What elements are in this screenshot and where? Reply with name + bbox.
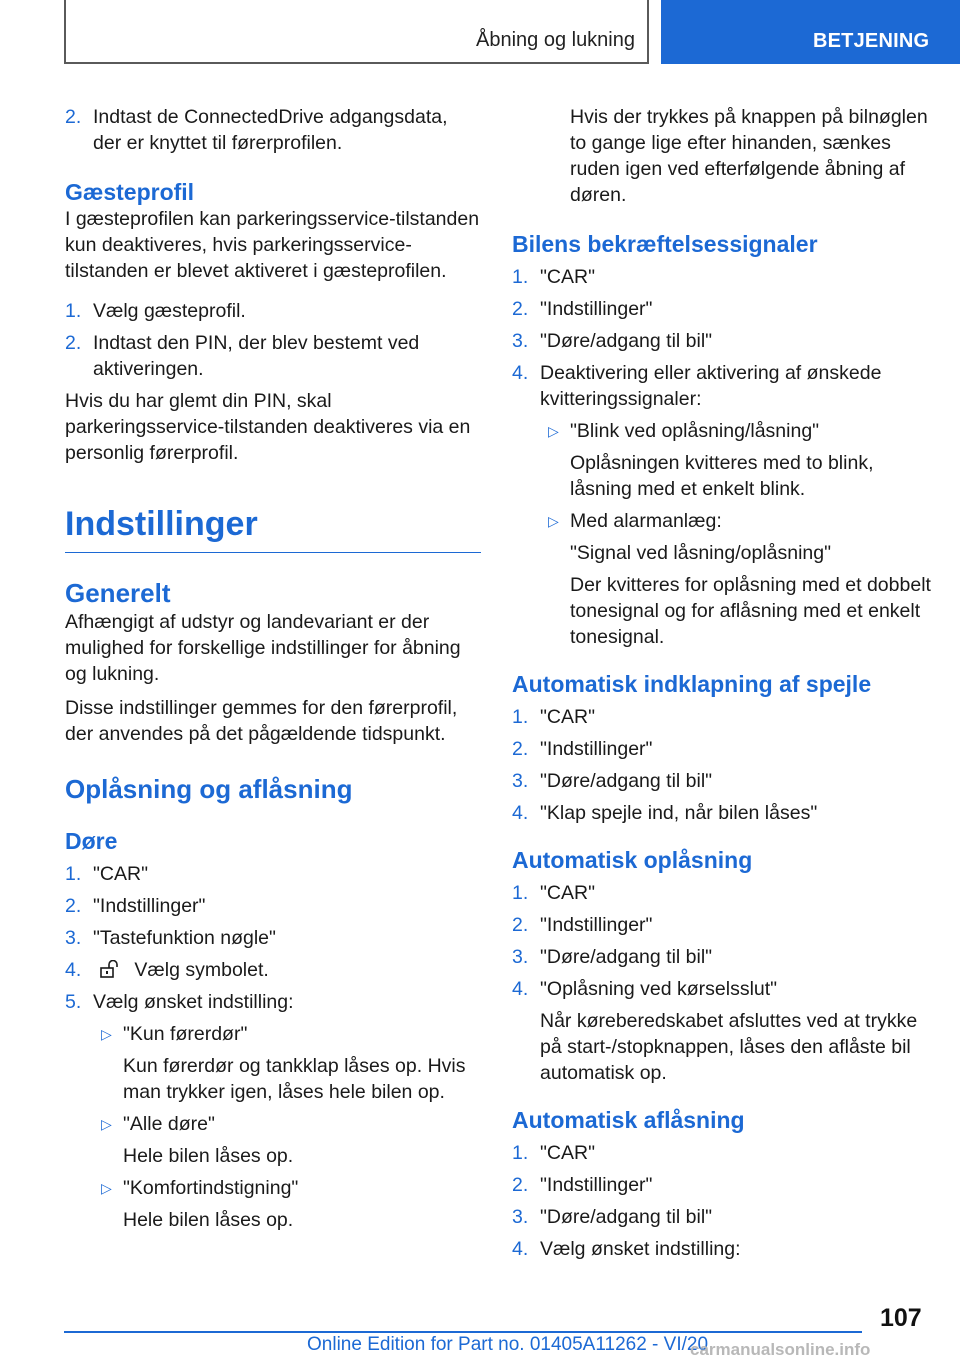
list-text: "Tastefunktion nøgle" <box>93 927 276 949</box>
list-item <box>512 768 932 794</box>
option-item <box>540 418 932 502</box>
list-number: 1. <box>512 706 529 728</box>
list-text: "Døre/adgang til bil" <box>540 330 713 352</box>
mirror-heading: Automatisk indklapning af spejle <box>512 671 872 697</box>
list-number: 1. <box>512 266 529 288</box>
list-number: 2. <box>65 332 82 354</box>
list-item <box>512 296 932 322</box>
list-number: 1. <box>512 1142 529 1164</box>
list-number: 3. <box>512 770 529 792</box>
header-chapter-tab <box>661 0 960 64</box>
list-text: "CAR" <box>93 863 149 885</box>
list-text: Vælg ønsket indstilling: <box>540 1238 741 1260</box>
settings-heading: Indstillinger <box>65 504 481 553</box>
list-item <box>512 1204 932 1230</box>
option-title: Med alarmanlæg: <box>570 510 722 532</box>
watermark: carmanualsonline.info <box>690 1340 871 1359</box>
list-number: 3. <box>512 1206 529 1228</box>
list-text: "CAR" <box>540 266 596 288</box>
list-item <box>65 298 481 324</box>
list-number: 4. <box>512 978 529 1000</box>
list-item <box>512 880 932 906</box>
general-paragraph-1: Afhængigt af udstyr og landevariant er der mulighed for forskellige indstillinger for åbning og lukning. <box>65 611 461 685</box>
list-text: Vælg gæsteprofil. <box>93 300 246 322</box>
doors-list <box>65 861 481 1233</box>
list-number: 2. <box>512 1174 529 1196</box>
list-item <box>512 360 932 650</box>
header-chapter-label: BETJENING <box>813 30 930 52</box>
list-item <box>512 264 932 290</box>
list-item <box>512 1140 932 1166</box>
header-section-title: Åbning og lukning <box>475 29 635 51</box>
footer-divider <box>64 1331 862 1333</box>
option-title: "Komfortindstigning" <box>123 1177 299 1199</box>
list-number: 3. <box>512 946 529 968</box>
list-item <box>512 1172 932 1198</box>
list-text: Deaktivering eller aktivering af ønskede kvitteringssignaler: <box>540 362 882 410</box>
list-item <box>512 736 932 762</box>
list-item <box>65 104 481 156</box>
option-desc: Hele bilen låses op. <box>123 1209 294 1231</box>
list-text: Indtast den PIN, der blev bestemt ved aktiveringen. <box>93 332 420 380</box>
right-column <box>512 104 932 1268</box>
list-number: 3. <box>65 927 82 949</box>
list-item <box>65 925 481 951</box>
guest-profile-list <box>65 298 481 382</box>
option-title: "Kun førerdør" <box>123 1023 248 1045</box>
guest-profile-note: Hvis du har glemt din PIN, skal parkeringsservice-tilstanden deaktiveres via en personlig førerprofil. <box>65 390 471 464</box>
list-text: "Døre/adgang til bil" <box>540 1206 713 1228</box>
general-heading: Generelt <box>65 578 171 608</box>
list-text: "Indstillinger" <box>93 895 206 917</box>
option-desc: "Signal ved låsning/oplåsning" <box>570 542 832 564</box>
option-desc: Hele bilen låses op. <box>123 1145 294 1167</box>
list-number: 4. <box>512 802 529 824</box>
triangle-bullet-icon: ▷ <box>101 1180 112 1196</box>
left-column <box>65 104 481 1239</box>
list-number: 2. <box>512 738 529 760</box>
doors-options <box>93 1021 481 1233</box>
triangle-bullet-icon: ▷ <box>101 1026 112 1042</box>
list-number: 1. <box>512 882 529 904</box>
triangle-bullet-icon: ▷ <box>101 1116 112 1132</box>
auto-unlock-list <box>512 880 932 1086</box>
list-text: "CAR" <box>540 1142 596 1164</box>
list-text: "Døre/adgang til bil" <box>540 770 713 792</box>
list-text: "CAR" <box>540 706 596 728</box>
confirm-signals-heading: Bilens bekræftelsessignaler <box>512 231 818 257</box>
confirm-signals-list <box>512 264 932 650</box>
guest-profile-heading: Gæsteprofil <box>65 179 195 205</box>
triangle-bullet-icon: ▷ <box>548 513 559 529</box>
list-text: "Døre/adgang til bil" <box>540 946 713 968</box>
option-title: "Blink ved oplåsning/låsning" <box>570 420 820 442</box>
list-item <box>65 330 481 382</box>
auto-lock-heading: Automatisk aflåsning <box>512 1107 745 1133</box>
list-number: 4. <box>65 959 82 981</box>
confirm-options <box>540 418 932 650</box>
list-item <box>512 328 932 354</box>
list-number: 4. <box>512 1238 529 1260</box>
auto-unlock-heading: Automatisk oplåsning <box>512 847 753 873</box>
continued-paragraph: Hvis der trykkes på knappen på bilnøglen to gange lige efter hinanden, sænkes ruden igen ved efterfølgende åbning af døren. <box>570 106 928 206</box>
intro-list <box>65 104 481 156</box>
list-item <box>65 861 481 887</box>
list-text: "CAR" <box>540 882 596 904</box>
list-item <box>512 704 932 730</box>
list-text: Vælg symbolet. <box>134 959 269 981</box>
list-text: Indtast de ConnectedDrive adgangsdata, der er knyttet til førerprofilen. <box>93 106 448 154</box>
header-section-box <box>64 0 649 64</box>
list-number: 2. <box>65 895 82 917</box>
list-item <box>65 989 481 1233</box>
option-title: "Alle døre" <box>123 1113 215 1135</box>
list-number: 2. <box>65 106 82 128</box>
doors-heading: Døre <box>65 828 118 854</box>
option-item <box>540 508 932 650</box>
option-item <box>93 1021 481 1105</box>
footer-edition-text: Online Edition for Part no. 01405A11262 - VI/20 <box>307 1334 709 1355</box>
option-desc: Kun førerdør og tankklap låses op. Hvis man trykker igen, låses hele bilen op. <box>123 1055 466 1103</box>
list-text: "Indstillinger" <box>540 1174 653 1196</box>
list-text: "Indstillinger" <box>540 298 653 320</box>
list-text: "Klap spejle ind, når bilen låses" <box>540 802 818 824</box>
list-subtext: Når køreberedskabet afsluttes ved at trykke på start-/stopknappen, låses den aflåste bil automatisk op. <box>540 1010 918 1084</box>
locking-heading: Oplåsning og aflåsning <box>65 774 353 804</box>
list-item <box>512 976 932 1086</box>
list-item <box>512 800 932 826</box>
list-item <box>65 957 481 983</box>
list-number: 3. <box>512 330 529 352</box>
option-item <box>93 1175 481 1233</box>
list-number: 5. <box>65 991 82 1013</box>
list-number: 1. <box>65 300 82 322</box>
list-text: "Indstillinger" <box>540 914 653 936</box>
list-item <box>512 944 932 970</box>
auto-lock-list <box>512 1140 932 1262</box>
list-text: Vælg ønsket indstilling: <box>93 991 294 1013</box>
page-number: 107 <box>880 1304 922 1332</box>
list-number: 2. <box>512 298 529 320</box>
option-item <box>93 1111 481 1169</box>
triangle-bullet-icon: ▷ <box>548 423 559 439</box>
list-number: 4. <box>512 362 529 384</box>
option-desc: Oplåsningen kvitteres med to blink, låsning med et enkelt blink. <box>570 452 874 500</box>
list-number: 1. <box>65 863 82 885</box>
list-item <box>65 893 481 919</box>
list-item <box>512 1236 932 1262</box>
mirror-list <box>512 704 932 826</box>
unlock-icon <box>99 960 121 978</box>
list-item <box>512 912 932 938</box>
list-text: "Oplåsning ved kørselsslut" <box>540 978 778 1000</box>
guest-profile-paragraph: I gæsteprofilen kan parkeringsservice-tilstanden kun deaktiveres, hvis parkeringsservice-tilstanden er blevet aktiveret i gæsteprofilen. <box>65 208 480 282</box>
option-desc-2: Der kvitteres for oplåsning med et dobbelt tonesignal og for aflåsning med et enkelt tonesignal. <box>570 574 931 648</box>
list-number: 2. <box>512 914 529 936</box>
list-text: "Indstillinger" <box>540 738 653 760</box>
general-paragraph-2: Disse indstillinger gemmes for den førerprofil, der anvendes på det pågældende tidspunkt. <box>65 697 458 745</box>
